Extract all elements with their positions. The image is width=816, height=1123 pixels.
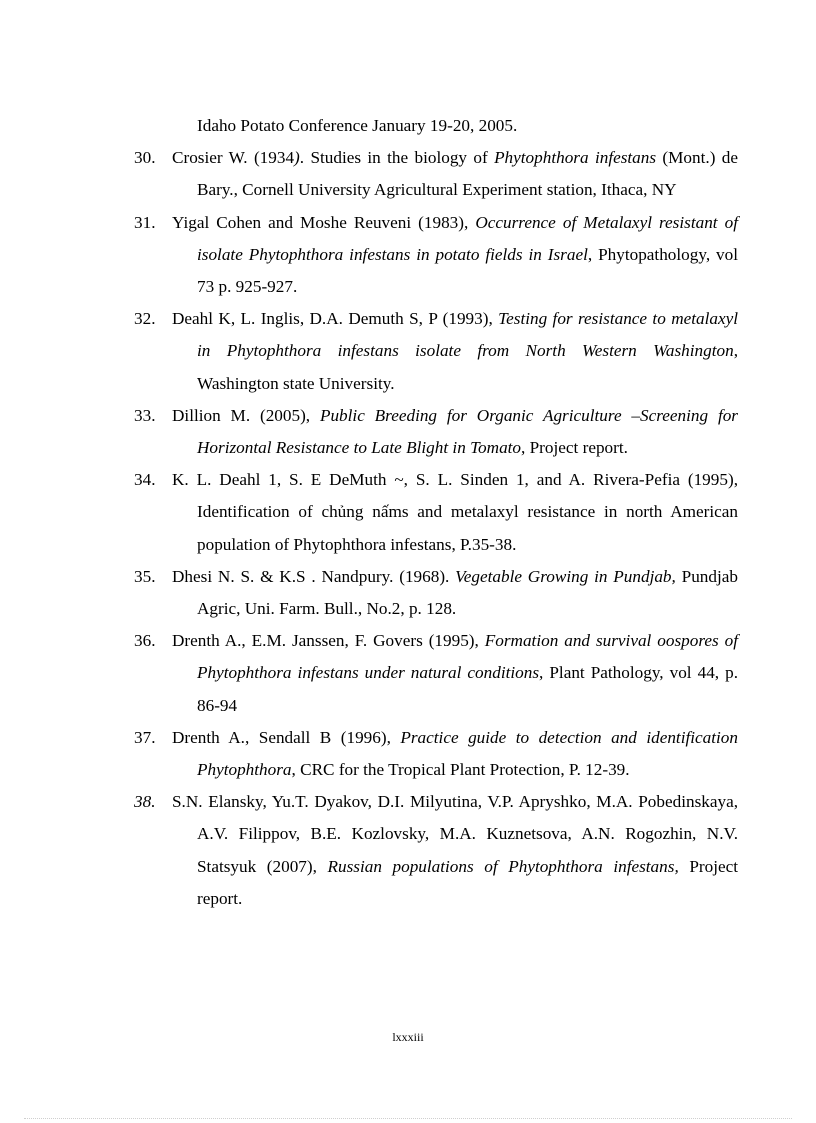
reference-item (134, 464, 738, 561)
reference-text: S.N. Elansky, Yu.T. Dyakov, D.I. Milyutina, V.P. Apryshko, M.A. Pobedinskaya, A.V. Filippov, B.E. Kozlovsky, M.A. Kuznetsova, A.N. Rogozhin, N.V. Statsyuk (2007), (172, 792, 738, 876)
reference-continuation: Idaho Potato Conference January 19-20, 2005. (197, 116, 518, 135)
reference-text: , CRC for the Tropical Plant Protection, P. 12-39. (291, 760, 630, 780)
reference-title: Vegetable Growing in Pundjab, (455, 566, 676, 586)
reference-title: Formation and survival oospores of Phytophthora infestans under natural conditions (197, 631, 738, 683)
reference-text: Drenth A., Sendall B (1996), (172, 727, 401, 747)
reference-text: Dhesi N. S. & K.S . Nandpury. (1968). (172, 566, 456, 586)
reference-number: 33. (134, 405, 156, 425)
page-number: lxxxiii (392, 1030, 424, 1044)
reference-title: Public Breeding for Organic Agriculture –Screening for Horizontal Resistance to Late Blight in Tomato (197, 405, 738, 458)
reference-title: Practice guide to detection and identification Phytophthora (197, 727, 738, 780)
reference-item (134, 561, 738, 625)
reference-number: 31. (134, 212, 156, 232)
reference-text: Dillion M. (2005), (172, 405, 320, 425)
reference-title: Occurrence of Metalaxyl resistant of isolate Phytophthora infestans in potato fields in Israel (197, 212, 738, 264)
reference-text: Crosier W. (1934 (172, 148, 295, 168)
reference-text: , Washington state University. (197, 341, 738, 393)
reference-text: K. L. Deahl 1, S. E DeMuth ~, S. L. Sinden 1, and A. Rivera-Pefia (1995), Identification of chủng nấms and metalaxyl resistance in north American population of Phytophthora infestans, P.35-38. (172, 470, 738, 554)
reference-number: 34. (134, 470, 156, 490)
reference-number: 32. (134, 309, 156, 329)
reference-text: , Plant Pathology, vol 44, p. 86-94 (197, 663, 738, 715)
reference-item (134, 400, 738, 464)
reference-text: , Phytopathology, vol 73 p. 925-927. (197, 244, 739, 297)
reference-title: Phytophthora infestans (494, 148, 657, 168)
reference-text: , Project report. (521, 438, 628, 458)
reference-items (134, 142, 738, 915)
reference-text: Deahl K, L. Inglis, D.A. Demuth S, P (1993), (172, 309, 499, 329)
reference-text: (Mont.) de Bary., Cornell University Agricultural Experiment station, Ithaca, NY (197, 148, 738, 200)
reference-item (134, 207, 738, 304)
reference-item (134, 722, 738, 786)
page-bottom-divider (24, 1118, 792, 1119)
reference-item (134, 786, 738, 915)
reference-list (134, 110, 738, 915)
reference-number: 38. (134, 792, 156, 812)
reference-title: Russian populations of Phytophthora infestans, (327, 856, 679, 876)
reference-text: Drenth A., E.M. Janssen, F. Govers (1995), (172, 631, 485, 651)
reference-title: Testing for resistance to metalaxyl in Phytophthora infestans isolate from North Western Washington (197, 309, 738, 361)
reference-item (134, 625, 738, 722)
reference-number: 35. (134, 566, 156, 586)
reference-item (134, 303, 738, 400)
reference-text: Pundjab Agric, Uni. Farm. Bull., No.2, p. 128. (197, 566, 738, 619)
reference-number: 36. (134, 631, 156, 651)
reference-text: . Studies in the biology of (299, 148, 495, 168)
reference-item (134, 142, 738, 206)
reference-text: Project report. (197, 856, 739, 908)
reference-text: Yigal Cohen and Moshe Reuveni (1983), (172, 212, 476, 232)
reference-number: 30. (134, 148, 156, 168)
reference-number: 37. (134, 727, 156, 747)
reference-title: ) (294, 148, 300, 168)
